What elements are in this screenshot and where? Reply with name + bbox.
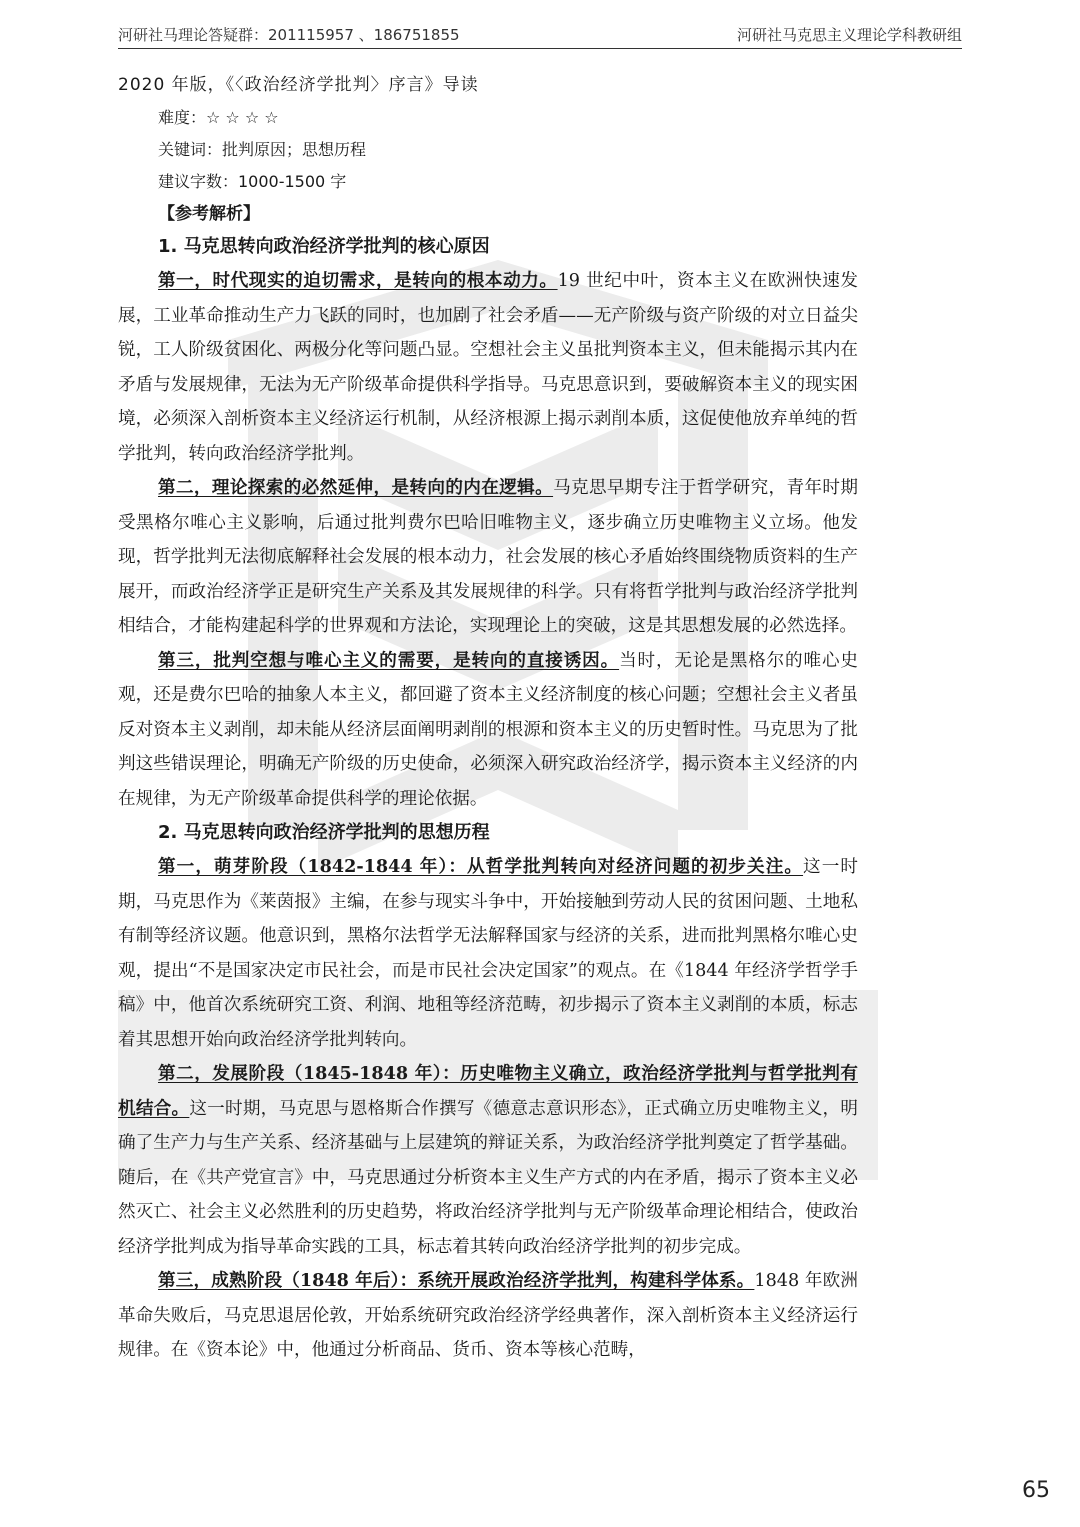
reference-label: 【参考解析】 (158, 204, 260, 224)
header-left-text: 河研社马理论答疑群：201115957 、186751855 (118, 26, 460, 44)
paragraph-text: 19 世纪中叶，资本主义在欧洲快速发展，工业革命推动生产力飞跃的同时，也加剧了社会矛盾——无产阶级与资产阶级的对立日益尖锐，工人阶级贫困化、两极分化等问题凸显。空想社会主义虽批判资本主义，但未能揭示其内在矛盾与发展规律，无法为无产阶级革命提供科学指导。马克思意识到，要破解资本主义的现实困境，必须深入剖析资本主义经济运行机制，从经济根源上揭示剥削本质，这促使他放弃单纯的哲学批判，转向政治经济学批判。 (118, 271, 858, 464)
paragraph-text: 这一时期，马克思与恩格斯合作撰写《德意志意识形态》，正式确立历史唯物主义，明确了生产力与生产关系、经济基础与上层建筑的辩证关系，为政治经济学批判奠定了哲学基础。随后，在《共产党宣言》中，马克思通过分析资本主义生产方式的内在矛盾，揭示了资本主义必然灭亡、社会主义必然胜利的历史趋势，将政治经济学批判与无产阶级革命理论相结合，使政治经济学批判成为指导革命实践的工具，标志着其转向政治经济学批判的初步完成。 (118, 1098, 858, 1257)
wordcount-line: 建议字数：1000-1500 字 (158, 172, 347, 191)
paragraph-text: 马克思早期专注于哲学研究，青年时期受黑格尔唯心主义影响，后通过批判费尔巴哈旧唯物主义，逐步确立历史唯物主义立场。他发现，哲学批判无法彻底解释社会发展的根本动力，社会发展的核心矛盾始终围绕物质资料的生产展开，而政治经济学正是研究生产关系及其发展规律的科学。只有将哲学批判与政治经济学批判相结合，才能构建起科学的世界观和方法论，实现理论上的突破，这是其思想发展的必然选择。 (118, 478, 858, 636)
paragraph-lead: 第二，理论探索的必然延伸，是转向的内在逻辑。 (158, 477, 554, 498)
paragraph (118, 264, 858, 471)
section-heading: 2. 马克思转向政治经济学批判的思想历程 (158, 822, 490, 843)
paragraph-lead: 第三，批判空想与唯心主义的需要，是转向的直接诱因。 (158, 649, 620, 671)
difficulty-line: 难度：☆ ☆ ☆ ☆ (158, 108, 279, 127)
page-number: 65 (1022, 1478, 1050, 1503)
section-heading: 1. 马克思转向政治经济学批判的核心原因 (158, 236, 490, 257)
keywords-line: 关键词：批判原因；思想历程 (158, 140, 367, 159)
paragraph (118, 1264, 858, 1368)
document-title: 2020 年版，《〈政治经济学批判〉序言》导读 (118, 75, 479, 95)
paragraph-text: 1848 年欧洲革命失败后，马克思退居伦敦，开始系统研究政治经济学经典著作，深入剖析资本主义经济运行规律。在《资本论》中，他通过分析商品、货币、资本等核心范畴， (118, 1271, 858, 1360)
paragraph (118, 644, 858, 817)
document-body (118, 68, 858, 1368)
paragraph-lead: 第一，萌芽阶段（1842-1844 年）：从哲学批判转向对经济问题的初步关注。 (158, 856, 804, 877)
paragraph-lead: 第三，成熟阶段（1848 年后）：系统开展政治经济学批判，构建科学体系。 (158, 1270, 755, 1291)
paragraph-lead: 第二，发展阶段（1845-1848 年）：历史唯物主义确立，政治经济学批判与哲学批判有机结合。 (118, 1063, 858, 1119)
paragraph-lead: 第一，时代现实的迫切需求，是转向的根本动力。 (158, 270, 558, 291)
paragraph (118, 1057, 858, 1264)
paragraph (118, 850, 858, 1057)
paragraph (118, 471, 858, 644)
header-right-text: 河研社马克思主义理论学科教研组 (736, 26, 962, 44)
page-header (118, 14, 962, 49)
paragraph-text: 当时，无论是黑格尔的唯心史观，还是费尔巴哈的抽象人本主义，都回避了资本主义经济制度的核心问题；空想社会主义者虽反对资本主义剥削，却未能从经济层面阐明剥削的根源和资本主义的历史暂时性。马克思为了批判这些错误理论，明确无产阶级的历史使命，必须深入研究政治经济学，揭示资本主义经济的内在规律，为无产阶级革命提供科学的理论依据。 (118, 650, 858, 809)
paragraph-text: 这一时期，马克思作为《莱茵报》主编，在参与现实斗争中，开始接触到劳动人民的贫困问题、土地私有制等经济议题。他意识到，黑格尔法哲学无法解释国家与经济的关系，进而批判黑格尔唯心史观，提出“不是国家决定市民社会，而是市民社会决定国家”的观点。在《1844 年经济学哲学手稿》中，他首次系统研究工资、利润、地租等经济范畴，初步揭示了资本主义剥削的本质，标志着其思想开始向政治经济学批判转向。 (118, 857, 858, 1050)
